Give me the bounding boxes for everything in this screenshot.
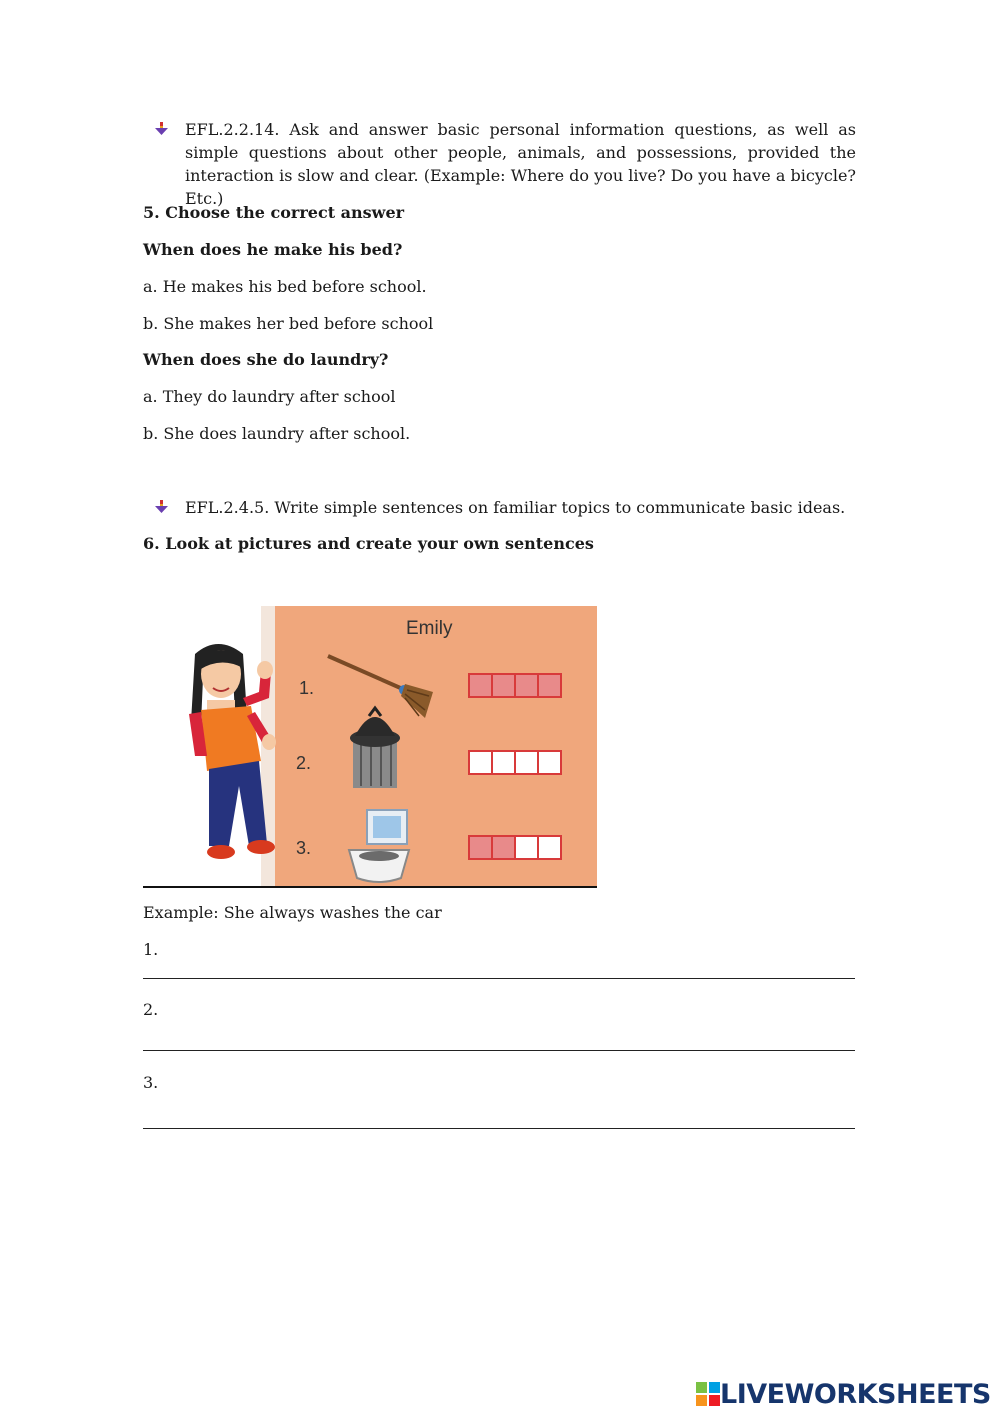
row-number: 3. [296,838,312,858]
row-number: 1. [299,678,315,698]
example-sentence: Example: She always washes the car [143,903,442,922]
letter-box [469,674,492,697]
picture-name-label: Emily [406,618,453,639]
standard-efl-2-4-5: EFL.2.4.5. Write simple sentences on familiar topics to communicate basic ideas. [185,498,846,517]
letter-box [538,836,561,859]
answer-line-2[interactable] [143,1050,855,1051]
exercise-5-title: 5. Choose the correct answer [143,203,405,222]
liveworksheets-logo-icon [696,1382,720,1406]
standard-efl-2-2-14: EFL.2.2.14. Ask and answer basic personal information questions, as well as simple questions about other people, animals, and possessions, provided the interaction is slow and clear. (Example: Where do you live? Do you have a bicycle? Etc.) [185,120,856,208]
liveworksheets-logo-text: LIVEWORKSHEETS [720,1378,991,1410]
letter-box [538,674,561,697]
letter-box [492,751,515,774]
emily-chores-picture [143,606,597,888]
answer-line-1[interactable] [143,978,855,979]
item-number-1: 1. [143,940,159,959]
bullet-arrow-icon [154,499,170,515]
letter-box [515,751,538,774]
item-number-2: 2. [143,1000,159,1019]
letter-box [515,836,538,859]
item-number-3: 3. [143,1073,159,1092]
row-number: 2. [296,753,312,773]
q1-option-a[interactable]: a. He makes his bed before school. [143,277,427,296]
liveworksheets-logo [696,1380,991,1408]
letter-box [492,674,515,697]
letter-box [538,751,561,774]
q2-option-a[interactable]: a. They do laundry after school [143,387,396,406]
exercise-6-title: 6. Look at pictures and create your own sentences [143,534,594,553]
answer-line-3[interactable] [143,1128,855,1129]
question-2: When does she do laundry? [143,350,389,369]
letter-box [515,674,538,697]
q1-option-b[interactable]: b. She makes her bed before school [143,314,434,333]
question-1: When does he make his bed? [143,240,403,259]
letter-box [469,751,492,774]
bullet-arrow-icon [154,121,170,137]
letter-box [469,836,492,859]
q2-option-b[interactable]: b. She does laundry after school. [143,424,411,443]
letter-box [492,836,515,859]
